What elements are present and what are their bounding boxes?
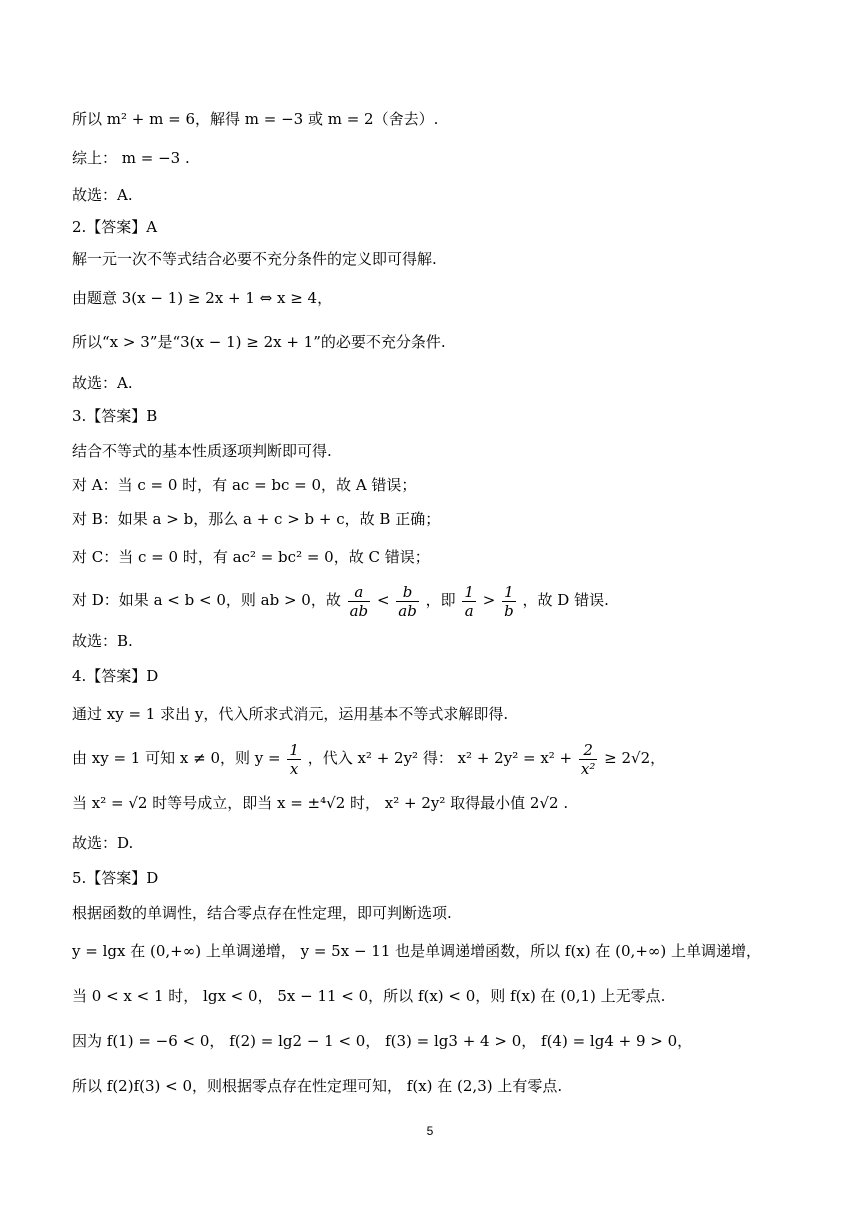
- numerator: b: [396, 583, 419, 602]
- denominator: x²: [580, 759, 596, 778]
- numerator: 1: [464, 582, 474, 601]
- text-line: 当 x² = √2 时等号成立，即当 x = ±⁴√2 时， x² + 2y² 取得最小值 2√2 .: [72, 794, 569, 812]
- text-line: 通过 xy = 1 求出 y，代入所求式消元，运用基本不等式求解即得.: [72, 705, 509, 723]
- text-line: y = lgx 在 (0,+∞) 上单调递增， y = 5x − 11 也是单调递增函数，所以 f(x) 在 (0,+∞) 上单调递增，: [72, 942, 761, 960]
- text-span: 对 D：如果 a < b < 0，则 ab > 0，故: [72, 591, 341, 609]
- text-line: 所以“x > 3”是“3(x − 1) ≥ 2x + 1”的必要不充分条件.: [72, 333, 446, 351]
- numerator: 1: [502, 583, 516, 602]
- numerator: 1: [289, 740, 299, 759]
- text-line: 所以 m² + m = 6，解得 m = −3 或 m = 2（舍去）.: [72, 110, 439, 128]
- text-span: ，故 D 错误.: [522, 591, 609, 609]
- text-span: ，代入 x² + 2y² 得： x² + 2y² = x² +: [307, 749, 573, 767]
- denominator: ab: [398, 601, 417, 620]
- fraction: [579, 741, 597, 778]
- text-line: 故选：B.: [72, 632, 133, 650]
- text-line-with-fractions: [72, 580, 820, 620]
- operator: >: [482, 591, 496, 609]
- fraction: [396, 583, 419, 620]
- denominator: ab: [349, 601, 369, 620]
- fraction: [287, 741, 301, 778]
- text-line: 故选：D.: [72, 834, 134, 852]
- text-span: 由 xy = 1 可知 x ≠ 0，则 y =: [72, 749, 281, 767]
- answer-heading: 4.【答案】D: [72, 667, 159, 685]
- answer-heading: 5.【答案】D: [72, 869, 159, 887]
- operator: <: [376, 591, 390, 609]
- text-line-with-fractions: [72, 738, 820, 778]
- text-line: 因为 f(1) = −6 < 0， f(2) = lg2 − 1 < 0， f(3) = lg3 + 4 > 0， f(4) = lg4 + 9 > 0，: [72, 1032, 693, 1050]
- page-number: 5: [426, 1124, 434, 1138]
- text-span: ，即: [425, 591, 456, 609]
- text-line: 对 C：当 c = 0 时，有 ac² = bc² = 0，故 C 错误；: [72, 548, 430, 566]
- text-line: 根据函数的单调性，结合零点存在性定理，即可判断选项.: [72, 904, 452, 922]
- denominator: a: [464, 601, 474, 620]
- text-line: 对 A：当 c = 0 时，有 ac = bc = 0，故 A 错误；: [72, 476, 417, 494]
- text-line: 当 0 < x < 1 时， lgx < 0， 5x − 11 < 0，所以 f(x) < 0，则 f(x) 在 (0,1) 上无零点.: [72, 987, 666, 1005]
- answer-heading: 3.【答案】B: [72, 407, 158, 425]
- numerator: a: [348, 583, 371, 602]
- text-line: 结合不等式的基本性质逐项判断即可得.: [72, 442, 332, 460]
- text-line: 故选：A.: [72, 186, 133, 204]
- denominator: b: [504, 601, 514, 620]
- fraction: [502, 583, 516, 620]
- text-line: 所以 f(2)f(3) < 0，则根据零点存在性定理可知， f(x) 在 (2,3) 上有零点.: [72, 1077, 563, 1095]
- fraction: [348, 583, 371, 620]
- text-span: ≥ 2√2，: [604, 749, 666, 767]
- answer-heading: 2.【答案】A: [72, 218, 158, 236]
- text-line: 对 B：如果 a > b，那么 a + c > b + c，故 B 正确；: [72, 510, 441, 528]
- fraction: [462, 583, 476, 620]
- text-line: 故选：A.: [72, 374, 133, 392]
- text-line: 解一元一次不等式结合必要不充分条件的定义即可得解.: [72, 250, 437, 268]
- numerator: 2: [579, 741, 597, 760]
- denominator: x: [289, 759, 299, 778]
- text-line: 由题意 3(x − 1) ≥ 2x + 1 ⇔ x ≥ 4，: [72, 289, 333, 307]
- text-line: 综上： m = −3 .: [72, 149, 190, 167]
